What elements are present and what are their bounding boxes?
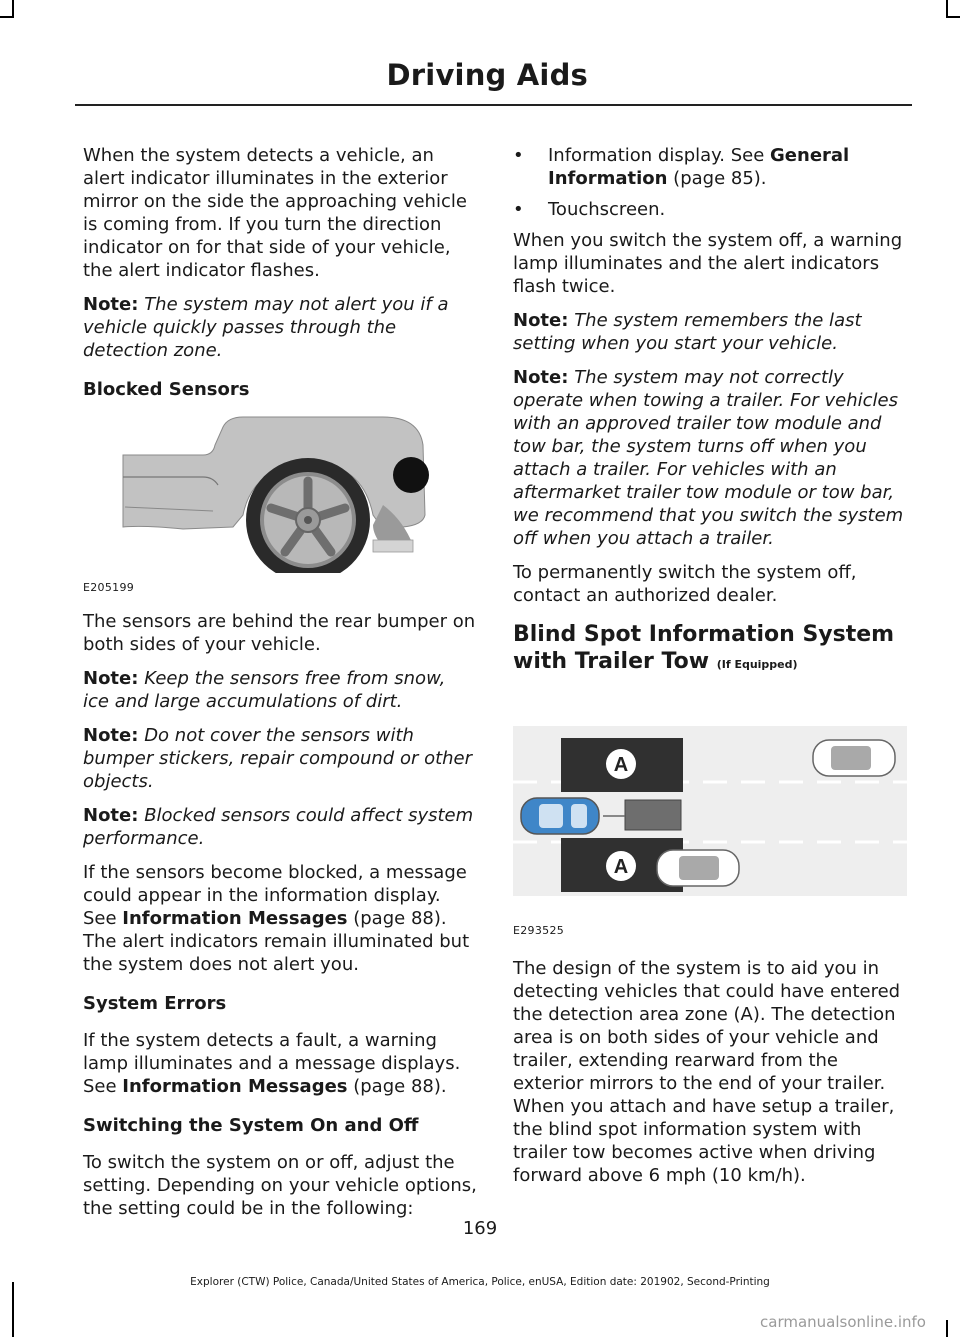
paragraph: The design of the system is to aid you in detecting vehicles that could have entered the detection area zone (A). The detection area is on both sides of your vehicle and trailer, extending rearward from the exterior mirrors to the end of your trailer. When you attach and have setup a trailer, the blind spot information system with trailer tow becomes active when driving forward above 6 mph (10 km/h).: [513, 958, 901, 1186]
subheading-blocked-sensors: Blocked Sensors: [83, 379, 250, 400]
header-divider: [75, 104, 912, 106]
zone-label-a-top: A: [613, 754, 629, 776]
section-title: Blind Spot Information System with Trailer Tow (If Equipped): [513, 622, 895, 674]
paragraph: When the system detects a vehicle, an alert indicator illuminates in the exterior mirror on the side the approaching vehicle is coming from. If you turn the direction indicator on for that side of your vehicle, the alert indicator flashes.: [83, 145, 467, 281]
crop-mark-top-right-h: [946, 16, 960, 18]
crop-mark-top-left-h: [0, 16, 14, 18]
rear-wheel-illustration: [83, 415, 477, 573]
figure-trailer-detection-zones: [513, 716, 907, 937]
section-qualifier: (If Equipped): [716, 658, 798, 671]
crop-mark-bottom-left: [12, 1282, 14, 1337]
page-number: 169: [462, 1218, 498, 1239]
cross-reference-link[interactable]: General Information: [548, 145, 850, 189]
paragraph: If the sensors become blocked, a message could appear in the information display. See Information Messages (page 88). The alert indicators remain illuminated but the system does not alert you.: [83, 862, 470, 975]
bullet-icon: •: [513, 145, 524, 166]
figure-id: E205199: [83, 581, 135, 594]
paragraph: To permanently switch the system off, contact an authorized dealer.: [513, 562, 857, 606]
bullet-icon: •: [513, 199, 524, 220]
left-column: [83, 144, 477, 1231]
page-title: Driving Aids: [386, 58, 588, 92]
list-item: • Touchscreen.: [513, 199, 666, 220]
note: Note: The system may not alert you if a vehicle quickly passes through the detection zone.: [83, 294, 449, 361]
watermark: carmanualsonline.info: [760, 1313, 926, 1331]
list-item: • Information display. See General Information (page 85).: [513, 145, 850, 189]
crop-mark-top-left: [12, 0, 14, 16]
figure-id: E293525: [513, 924, 565, 937]
note: Note: Keep the sensors free from snow, ice and large accumulations of dirt.: [83, 668, 446, 712]
crop-mark-bottom-right: [946, 1320, 948, 1337]
right-column: [513, 144, 907, 1198]
paragraph: To switch the system on or off, adjust the setting. Depending on your vehicle options, the setting could be in the following:: [83, 1152, 477, 1219]
cross-reference-link[interactable]: Information Messages: [122, 1076, 348, 1097]
figure-rear-wheel-sensor: [83, 415, 477, 594]
trailer-zone-diagram: [513, 716, 907, 916]
subheading-system-errors: System Errors: [83, 993, 227, 1014]
vehicle-in-zone-icon: [657, 850, 739, 886]
crop-mark-top-right: [946, 0, 948, 16]
paragraph: The sensors are behind the rear bumper on both sides of your vehicle.: [83, 611, 476, 655]
footer-edition-info: Explorer (CTW) Police, Canada/United States of America, Police, enUSA, Edition date: 201902, Second-Printing: [190, 1276, 770, 1288]
note: Note: Do not cover the sensors with bumper stickers, repair compound or other objects.: [83, 725, 473, 792]
zone-label-a-bottom: A: [613, 856, 629, 878]
cross-reference-link[interactable]: Information Messages: [122, 908, 348, 929]
own-vehicle-icon: [521, 798, 599, 834]
paragraph: When you switch the system off, a warning lamp illuminates and the alert indicators flash twice.: [513, 230, 903, 297]
note: Note: Blocked sensors could affect system performance.: [83, 805, 474, 849]
note: Note: The system remembers the last setting when you start your vehicle.: [513, 310, 862, 354]
note: Note: The system may not correctly operate when towing a trailer. For vehicles with an approved trailer tow module and tow bar, the system turns off when you attach a trailer. For vehicles with an aftermarket trailer tow module or tow bar, we recommend that you switch the system off when you attach a trailer.: [513, 367, 904, 549]
subheading-switching: Switching the System On and Off: [83, 1115, 419, 1136]
approaching-vehicle-icon: [813, 740, 895, 776]
paragraph: If the system detects a fault, a warning lamp illuminates and a message displays. See Information Messages (page 88).: [83, 1030, 461, 1097]
